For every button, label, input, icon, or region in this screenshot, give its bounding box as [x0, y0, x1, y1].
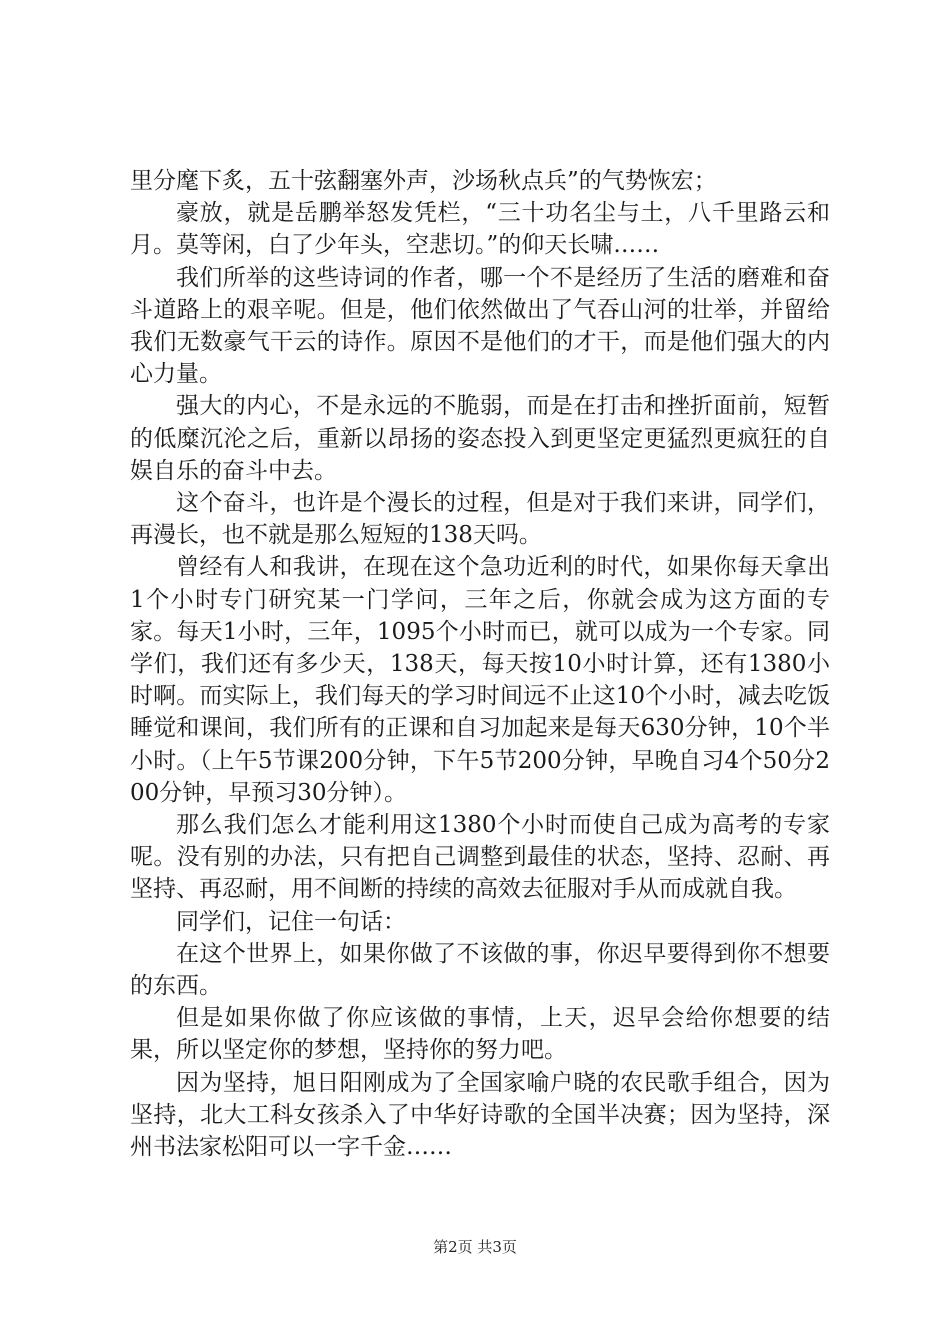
- paragraph-2: 豪放，就是岳鹏举怒发凭栏，“三十功名尘与土，八千里路云和月。莫等闲，白了少年头，空悲切。”的仰天长啸……: [130, 200, 830, 259]
- paragraph-7: 那么我们怎么才能利用这1380个小时而使自己成为高考的专家呢。没有别的办法，只有把自己调整到最佳的状态，坚持、忍耐、再坚持、再忍耐，用不间断的持续的高效去征服对手从而成就自我。: [130, 812, 830, 903]
- document-body: [130, 165, 830, 1163]
- paragraph-6: 曾经有人和我讲，在现在这个急功近利的时代，如果你每天拿出1个小时专门研究某一门学问，三年之后，你就会成为这方面的专家。每天1小时，三年，1095个小时而已，就可以成为一个专家。同学们，我们还有多少天，138天，每天按10小时计算，还有1380小时啊。而实际上，我们每天的学习时间远不止这10个小时，减去吃饭睡觉和课间，我们所有的正课和自习加起来是每天630分钟，10个半小时。（上午5节课200分钟，下午5节200分钟，早晚自习4个50分200分钟，早预习30分钟）。: [130, 554, 830, 806]
- paragraph-11: 因为坚持，旭日阳刚成为了全国家喻户晓的农民歌手组合，因为坚持，北大工科女孩杀入了中华好诗歌的全国半决赛；因为坚持，深州书法家松阳可以一字千金……: [130, 1069, 830, 1161]
- paragraph-10: 但是如果你做了你应该做的事情，上天，迟早会给你想要的结果，所以坚定你的梦想，坚持你的努力吧。: [130, 1005, 830, 1064]
- paragraph-9: 在这个世界上，如果你做了不该做的事，你迟早要得到你不想要的东西。: [130, 940, 830, 1000]
- paragraph-8: 同学们，记住一句话：: [176, 908, 406, 935]
- paragraph-1: 里分麾下炙，五十弦翻塞外声，沙场秋点兵”的气势恢宏；: [130, 168, 717, 194]
- paragraph-3: 我们所举的这些诗词的作者，哪一个不是经历了生活的磨难和奋斗道路上的艰辛呢。但是，他们依然做出了气吞山河的壮举，并留给我们无数豪气干云的诗作。原因不是他们的才干，而是他们强大的内心力量。: [130, 264, 830, 388]
- paragraph-5: 这个奋斗，也许是个漫长的过程，但是对于我们来讲，同学们，再漫长，也不就是那么短短的138天吗。: [130, 490, 830, 549]
- paragraph-4: 强大的内心，不是永远的不脆弱，而是在打击和挫折面前，短暂的低糜沉沦之后，重新以昂扬的姿态投入到更坚定更猛烈更疯狂的自娱自乐的奋斗中去。: [130, 393, 830, 484]
- page-footer: 第2页 共3页: [433, 1238, 517, 1256]
